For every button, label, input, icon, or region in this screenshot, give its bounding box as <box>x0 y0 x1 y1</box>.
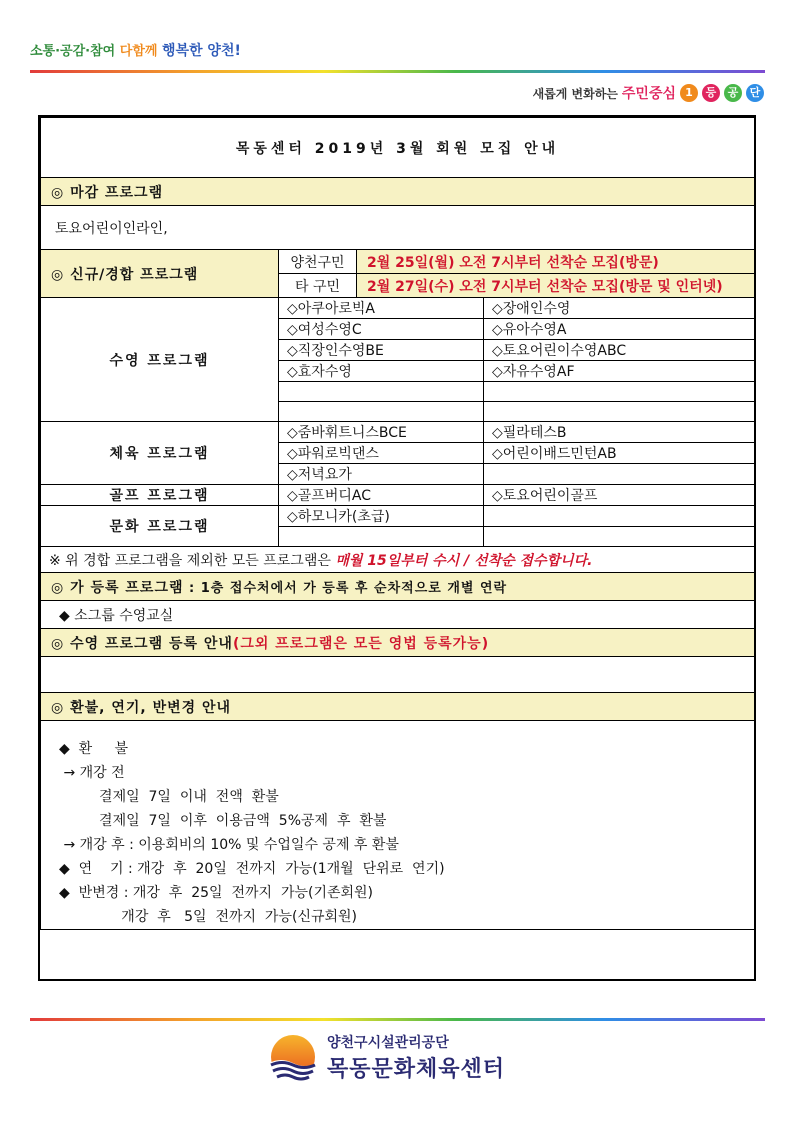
footer <box>267 1032 505 1083</box>
notice-document <box>38 115 756 981</box>
footer-center: 목동문화체육센터 <box>327 1057 506 1082</box>
program-note-emphasis: 매월 15일부터 수시 / 선착순 접수합니다. <box>335 552 593 569</box>
program-item-empty <box>279 402 484 422</box>
category-sports: 체육 프로그램 <box>41 422 279 485</box>
refund-line: 결제일 7일 이후 이용금액 5%공제 후 환불 <box>59 813 387 829</box>
header-subslogan <box>533 83 764 103</box>
program-item-empty <box>484 382 755 402</box>
swim-registration-note: (그외 프로그램은 모든 영법 등록가능) <box>232 635 490 652</box>
provisional-detail: : 1층 접수처에서 가 등록 후 순차적으로 개별 연락 <box>183 580 508 596</box>
refund-line: → 개강 후 : 이용회비의 10% 및 수업일수 공제 후 환불 <box>59 837 399 853</box>
provisional-section <box>41 573 755 601</box>
provisional-item: ◆ 소그룹 수영교실 <box>41 601 755 629</box>
program-item: ◇골프버디AC <box>279 485 484 506</box>
program-item-empty <box>279 527 484 547</box>
program-note <box>41 547 755 573</box>
refund-body <box>41 721 755 930</box>
program-item: ◇유아수영A <box>484 319 755 340</box>
reservation-label-resident: 양천구민 <box>279 250 357 274</box>
badge-2: 등 <box>702 84 720 102</box>
rainbow-divider-bottom <box>30 1018 765 1021</box>
program-item: ◇파워로빅댄스 <box>279 443 484 464</box>
refund-line: ◆ 반변경 : 개강 후 25일 전까지 가능(기존회원) <box>59 885 374 901</box>
closed-heading: ◎ 마감 프로그램 <box>41 178 755 206</box>
new-programs-heading: ◎ 신규/경합 프로그램 <box>41 250 279 298</box>
program-item: ◇어린이배드민턴AB <box>484 443 755 464</box>
rainbow-divider-top <box>30 70 765 73</box>
program-item: ◇직장인수영BE <box>279 340 484 361</box>
program-item-empty <box>484 506 755 527</box>
program-item: ◇효자수영 <box>279 361 484 382</box>
program-item: ◇토요어린이골프 <box>484 485 755 506</box>
refund-line: 결제일 7일 이내 전액 환불 <box>59 789 279 805</box>
header-slogan <box>30 40 241 60</box>
reservation-text-nonresident: 2월 27일(수) 오전 7시부터 선착순 모집(방문 및 인터넷) <box>357 274 755 298</box>
program-item-empty <box>279 382 484 402</box>
footer-text <box>327 1032 505 1083</box>
reservation-text-resident: 2월 25일(월) 오전 7시부터 선착순 모집(방문) <box>357 250 755 274</box>
badge-4: 단 <box>746 84 764 102</box>
swim-registration-heading: ◎ 수영 프로그램 등록 안내 <box>51 635 233 652</box>
notice-table <box>40 117 755 930</box>
slogan-part2: 다함께 <box>119 44 158 59</box>
program-item: ◇줌바휘트니스BCE <box>279 422 484 443</box>
provisional-heading: ◎ 가 등록 프로그램 <box>51 579 184 596</box>
category-culture: 문화 프로그램 <box>41 506 279 547</box>
swim-registration-section <box>41 629 755 657</box>
refund-heading: ◎ 환불, 연기, 반변경 안내 <box>41 693 755 721</box>
slogan-part1: 소통·공감·참여 <box>30 44 116 59</box>
program-item: ◇하모니카(초급) <box>279 506 484 527</box>
program-item: ◇자유수영AF <box>484 361 755 382</box>
program-item: ◇토요어린이수영ABC <box>484 340 755 361</box>
badge-1: 1 <box>680 84 698 102</box>
program-item: ◇필라테스B <box>484 422 755 443</box>
program-item: ◇장애인수영 <box>484 298 755 319</box>
subslogan-text: 새롭게 변화하는 <box>532 86 618 101</box>
footer-org: 양천구시설관리공단 <box>327 1035 449 1051</box>
program-item-empty <box>484 527 755 547</box>
category-swim: 수영 프로그램 <box>41 298 279 422</box>
page-title: 목동센터 2019년 3월 회원 모집 안내 <box>41 118 755 178</box>
badge-3: 공 <box>724 84 742 102</box>
program-item: ◇여성수영C <box>279 319 484 340</box>
refund-line: → 개강 전 <box>59 765 125 781</box>
refund-line: ◆ 연 기 : 개강 후 20일 전까지 가능(1개월 단위로 연기) <box>59 861 445 877</box>
reservation-label-nonresident: 타 구민 <box>279 274 357 298</box>
closed-text: 토요어린이인라인, <box>41 206 755 250</box>
swim-registration-body <box>41 657 755 693</box>
subslogan-emphasis: 주민중심 <box>621 86 676 102</box>
program-item-empty <box>484 464 755 485</box>
refund-line: ◆ 환 불 <box>59 741 128 757</box>
sun-wave-logo-icon <box>267 1033 319 1083</box>
program-item-empty <box>484 402 755 422</box>
category-golf: 골프 프로그램 <box>41 485 279 506</box>
refund-line: 개강 후 5일 전까지 가능(신규회원) <box>59 909 357 925</box>
program-item: ◇저녁요가 <box>279 464 484 485</box>
program-item: ◇아쿠아로빅A <box>279 298 484 319</box>
slogan-part3: 행복한 양천! <box>161 43 241 59</box>
program-note-text: ※ 위 경합 프로그램을 제외한 모든 프로그램은 <box>49 552 336 569</box>
